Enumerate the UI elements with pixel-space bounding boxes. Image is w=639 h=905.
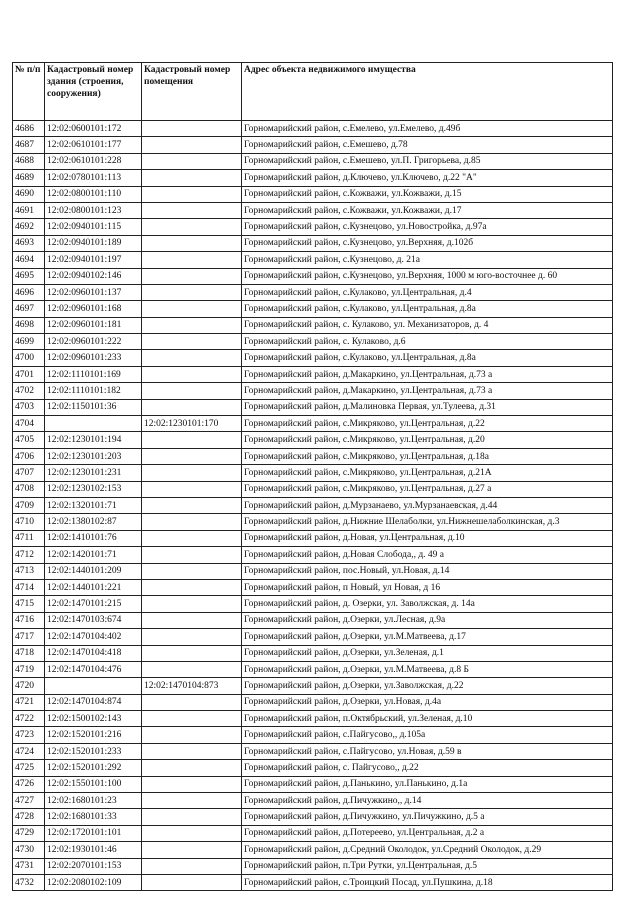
building-cadastral-cell: 12:02:1470104:476 [45,661,142,677]
premises-cadastral-cell [142,366,242,382]
premises-cadastral-cell [142,776,242,792]
address-cell: Горномарийский район, п.Октябрьский, ул.Зеленая, д.10 [242,711,613,727]
table-row [13,629,613,645]
premises-cadastral-cell [142,170,242,186]
building-cadastral-cell: 12:02:0800101:110 [45,186,142,202]
address-cell: Горномарийский район, п.Три Рутки, ул.Центральная, д.5 [242,858,613,874]
row-number-cell: 4707 [13,465,45,481]
building-cadastral-cell: 12:02:1440101:209 [45,563,142,579]
building-cadastral-cell: 12:02:1420101:71 [45,547,142,563]
table-row [13,661,613,677]
row-number-cell: 4728 [13,809,45,825]
address-cell: Горномарийский район, с.Микряково, ул.Центральная, д.22 [242,416,613,432]
address-cell: Горномарийский район, д.Озерки, ул.М.Матвеева, д.8 Б [242,661,613,677]
table-body [13,121,613,891]
premises-cadastral-cell [142,858,242,874]
premises-cadastral-cell [142,153,242,169]
address-cell: Горномарийский район, с. Пайгусово,, д.22 [242,760,613,776]
building-cadastral-cell: 12:02:1500102:143 [45,711,142,727]
table-header [13,63,613,121]
building-cadastral-cell: 12:02:1470101:215 [45,596,142,612]
building-cadastral-cell: 12:02:0610101:228 [45,153,142,169]
address-cell: Горномарийский район, с.Микряково, ул.Центральная, д.20 [242,432,613,448]
table-row [13,514,613,530]
premises-cadastral-cell [142,497,242,513]
building-cadastral-cell: 12:02:1520101:292 [45,760,142,776]
row-number-cell: 4730 [13,842,45,858]
address-cell: Горномарийский район, с.Микряково, ул.Центральная, д.21А [242,465,613,481]
premises-cadastral-cell [142,694,242,710]
building-cadastral-cell: 12:02:1230101:194 [45,432,142,448]
table-row [13,694,613,710]
row-number-cell: 4724 [13,743,45,759]
address-cell: Горномарийский район, д.Макаркино, ул.Центральная, д.73 а [242,366,613,382]
table-row [13,530,613,546]
premises-cadastral-cell [142,842,242,858]
table-row [13,153,613,169]
address-cell: Горномарийский район, с.Емелево, ул.Емелево, д.49б [242,121,613,137]
table-row [13,317,613,333]
row-number-cell: 4716 [13,612,45,628]
table-row [13,825,613,841]
table-row [13,793,613,809]
premises-cadastral-cell [142,514,242,530]
table-row [13,170,613,186]
building-cadastral-cell: 12:02:0940102:146 [45,268,142,284]
table-row [13,563,613,579]
row-number-cell: 4722 [13,711,45,727]
address-cell: Горномарийский район, с.Емешево, ул.П. Григорьева, д.85 [242,153,613,169]
building-cadastral-cell: 12:02:1470104:402 [45,629,142,645]
table-row [13,579,613,595]
address-cell: Горномарийский район, с.Кулаково, ул.Центральная, д.4 [242,284,613,300]
building-cadastral-cell: 12:02:1410101:76 [45,530,142,546]
address-cell: Горномарийский район, д.Панькино, ул.Панькино, д.1а [242,776,613,792]
row-number-cell: 4712 [13,547,45,563]
premises-cadastral-cell [142,121,242,137]
address-cell: Горномарийский район, с.Микряково, ул.Центральная, д.18а [242,448,613,464]
table-row [13,219,613,235]
premises-cadastral-cell [142,530,242,546]
address-cell: Горномарийский район, д.Мурзанаево, ул.Мурзанаевская, д.44 [242,497,613,513]
row-number-cell: 4721 [13,694,45,710]
premises-cadastral-cell [142,448,242,464]
table-row [13,874,613,890]
header-premises-cadastral: Кадастровый номер помещения [142,63,242,121]
premises-cadastral-cell [142,317,242,333]
address-cell: Горномарийский район, с.Кожважи, ул.Кожважи, д.15 [242,186,613,202]
building-cadastral-cell: 12:02:1720101:101 [45,825,142,841]
address-cell: Горномарийский район, д.Озерки, ул.Новая, д.4а [242,694,613,710]
table-row [13,678,613,694]
premises-cadastral-cell: 12:02:1470104:873 [142,678,242,694]
row-number-cell: 4686 [13,121,45,137]
address-cell: Горномарийский район, д.Пичужкино, ул.Пичужкино, д.5 а [242,809,613,825]
row-number-cell: 4723 [13,727,45,743]
row-number-cell: 4705 [13,432,45,448]
premises-cadastral-cell [142,809,242,825]
row-number-cell: 4692 [13,219,45,235]
premises-cadastral-cell [142,661,242,677]
row-number-cell: 4720 [13,678,45,694]
row-number-cell: 4689 [13,170,45,186]
premises-cadastral-cell [142,563,242,579]
address-cell: Горномарийский район, д.Макаркино, ул.Центральная, д.73 а [242,383,613,399]
table-row [13,727,613,743]
address-cell: Горномарийский район, д.Нижние Шелаболки, ул.Нижнешелаболкинская, д.3 [242,514,613,530]
address-cell: Горномарийский район, с.Кулаково, ул.Центральная, д.8а [242,301,613,317]
building-cadastral-cell: 12:02:1550101:100 [45,776,142,792]
premises-cadastral-cell [142,825,242,841]
table-row [13,121,613,137]
address-cell: Горномарийский район, с.Пайгусово, ул.Новая, д.59 в [242,743,613,759]
row-number-cell: 4706 [13,448,45,464]
building-cadastral-cell: 12:02:1150101:36 [45,399,142,415]
address-cell: Горномарийский район, д.Озерки, ул.М.Матвеева, д.17 [242,629,613,645]
row-number-cell: 4695 [13,268,45,284]
row-number-cell: 4717 [13,629,45,645]
row-number-cell: 4715 [13,596,45,612]
row-number-cell: 4688 [13,153,45,169]
row-number-cell: 4700 [13,350,45,366]
row-number-cell: 4708 [13,481,45,497]
row-number-cell: 4727 [13,793,45,809]
building-cadastral-cell: 12:02:1320101:71 [45,497,142,513]
table-row [13,268,613,284]
building-cadastral-cell: 12:02:0610101:177 [45,137,142,153]
row-number-cell: 4725 [13,760,45,776]
row-number-cell: 4704 [13,416,45,432]
premises-cadastral-cell [142,711,242,727]
building-cadastral-cell: 12:02:1230102:153 [45,481,142,497]
premises-cadastral-cell: 12:02:1230101:170 [142,416,242,432]
table-row [13,366,613,382]
address-cell: Горномарийский район, д.Озерки, ул.Лесная, д.9а [242,612,613,628]
table-row [13,842,613,858]
address-cell: Горномарийский район, д. Озерки, ул. Заволжская, д. 14а [242,596,613,612]
premises-cadastral-cell [142,727,242,743]
premises-cadastral-cell [142,760,242,776]
building-cadastral-cell: 12:02:1470104:874 [45,694,142,710]
row-number-cell: 4709 [13,497,45,513]
table-row [13,399,613,415]
table-row [13,235,613,251]
premises-cadastral-cell [142,399,242,415]
building-cadastral-cell: 12:02:1680101:23 [45,793,142,809]
property-registry-table [12,62,613,891]
address-cell: Горномарийский район, д.Ключево, ул.Ключево, д.22 "А" [242,170,613,186]
table-row [13,416,613,432]
row-number-cell: 4713 [13,563,45,579]
table-row [13,481,613,497]
address-cell: Горномарийский район, с.Микряково, ул.Центральная, д.27 а [242,481,613,497]
premises-cadastral-cell [142,547,242,563]
building-cadastral-cell: 12:02:1110101:182 [45,383,142,399]
premises-cadastral-cell [142,334,242,350]
address-cell: Горномарийский район, с.Кузнецово, ул.Верхняя, д.102б [242,235,613,251]
table-row [13,432,613,448]
building-cadastral-cell: 12:02:1520101:233 [45,743,142,759]
row-number-cell: 4703 [13,399,45,415]
registry-sheet [12,62,613,891]
address-cell: Горномарийский район, с. Кулаково, ул. Механизаторов, д. 4 [242,317,613,333]
address-cell: Горномарийский район, д.Озерки, ул.Зеленая, д.1 [242,645,613,661]
address-cell: Горномарийский район, д.Озерки, ул.Заволжская, д.22 [242,678,613,694]
row-number-cell: 4710 [13,514,45,530]
address-cell: Горномарийский район, пос.Новый, ул.Новая, д.14 [242,563,613,579]
row-number-cell: 4698 [13,317,45,333]
premises-cadastral-cell [142,202,242,218]
row-number-cell: 4687 [13,137,45,153]
premises-cadastral-cell [142,432,242,448]
building-cadastral-cell: 12:02:0960101:233 [45,350,142,366]
building-cadastral-cell: 12:02:0960101:222 [45,334,142,350]
row-number-cell: 4694 [13,252,45,268]
address-cell: Горномарийский район, с.Кузнецово, ул.Верхняя, 1000 м юго-восточнее д. 60 [242,268,613,284]
address-cell: Горномарийский район, с. Кулаково, д.6 [242,334,613,350]
premises-cadastral-cell [142,235,242,251]
building-cadastral-cell: 12:02:1470103:674 [45,612,142,628]
row-number-cell: 4693 [13,235,45,251]
building-cadastral-cell: 12:02:2070101:153 [45,858,142,874]
row-number-cell: 4732 [13,874,45,890]
building-cadastral-cell: 12:02:1110101:169 [45,366,142,382]
table-row [13,186,613,202]
building-cadastral-cell: 12:02:1930101:46 [45,842,142,858]
address-cell: Горномарийский район, д.Средний Околодок, ул.Средний Околодок, д.29 [242,842,613,858]
address-cell: Горномарийский район, с.Кузнецово, д. 21а [242,252,613,268]
table-row [13,252,613,268]
row-number-cell: 4718 [13,645,45,661]
building-cadastral-cell: 12:02:0960101:168 [45,301,142,317]
header-number: № п/п [13,63,45,121]
row-number-cell: 4697 [13,301,45,317]
row-number-cell: 4699 [13,334,45,350]
premises-cadastral-cell [142,579,242,595]
premises-cadastral-cell [142,743,242,759]
table-row [13,809,613,825]
table-row [13,465,613,481]
premises-cadastral-cell [142,383,242,399]
building-cadastral-cell [45,416,142,432]
table-row [13,350,613,366]
row-number-cell: 4701 [13,366,45,382]
building-cadastral-cell: 12:02:0600101:172 [45,121,142,137]
building-cadastral-cell: 12:02:0960101:137 [45,284,142,300]
premises-cadastral-cell [142,350,242,366]
premises-cadastral-cell [142,645,242,661]
table-row [13,202,613,218]
row-number-cell: 4714 [13,579,45,595]
building-cadastral-cell: 12:02:0940101:189 [45,235,142,251]
row-number-cell: 4729 [13,825,45,841]
building-cadastral-cell: 12:02:1380102:87 [45,514,142,530]
table-row [13,858,613,874]
premises-cadastral-cell [142,629,242,645]
building-cadastral-cell: 12:02:0780101:113 [45,170,142,186]
premises-cadastral-cell [142,252,242,268]
table-row [13,383,613,399]
header-building-cadastral: Кадастровый номер здания (строения, сооружения) [45,63,142,121]
table-row [13,547,613,563]
premises-cadastral-cell [142,268,242,284]
row-number-cell: 4696 [13,284,45,300]
building-cadastral-cell: 12:02:1230101:231 [45,465,142,481]
premises-cadastral-cell [142,186,242,202]
table-row [13,137,613,153]
table-row [13,596,613,612]
table-row [13,448,613,464]
table-row [13,776,613,792]
premises-cadastral-cell [142,874,242,890]
address-cell: Горномарийский район, д.Потереево, ул.Центральная, д.2 а [242,825,613,841]
building-cadastral-cell: 12:02:1440101:221 [45,579,142,595]
table-row [13,743,613,759]
building-cadastral-cell: 12:02:1520101:216 [45,727,142,743]
building-cadastral-cell: 12:02:1680101:33 [45,809,142,825]
table-row [13,711,613,727]
row-number-cell: 4690 [13,186,45,202]
building-cadastral-cell: 12:02:0940101:115 [45,219,142,235]
building-cadastral-cell [45,678,142,694]
premises-cadastral-cell [142,612,242,628]
premises-cadastral-cell [142,481,242,497]
row-number-cell: 4691 [13,202,45,218]
table-row [13,645,613,661]
address-cell: Горномарийский район, д.Малиновка Первая, ул.Тулеева, д.31 [242,399,613,415]
address-cell: Горномарийский район, с.Кожважи, ул.Кожважи, д.17 [242,202,613,218]
row-number-cell: 4726 [13,776,45,792]
premises-cadastral-cell [142,284,242,300]
premises-cadastral-cell [142,465,242,481]
building-cadastral-cell: 12:02:1470104:418 [45,645,142,661]
building-cadastral-cell: 12:02:1230101:203 [45,448,142,464]
address-cell: Горномарийский район, д.Новая, ул.Центральная, д.10 [242,530,613,546]
address-cell: Горномарийский район, с.Емешево, д.78 [242,137,613,153]
table-row [13,284,613,300]
building-cadastral-cell: 12:02:0960101:181 [45,317,142,333]
table-row [13,760,613,776]
premises-cadastral-cell [142,301,242,317]
premises-cadastral-cell [142,596,242,612]
table-row [13,612,613,628]
header-address: Адрес объекта недвижимого имущества [242,63,613,121]
premises-cadastral-cell [142,219,242,235]
address-cell: Горномарийский район, с.Пайгусово,, д.105а [242,727,613,743]
row-number-cell: 4711 [13,530,45,546]
building-cadastral-cell: 12:02:0800101:123 [45,202,142,218]
table-row [13,301,613,317]
row-number-cell: 4702 [13,383,45,399]
address-cell: Горномарийский район, п Новый, ул Новая, д 16 [242,579,613,595]
row-number-cell: 4719 [13,661,45,677]
row-number-cell: 4731 [13,858,45,874]
building-cadastral-cell: 12:02:0940101:197 [45,252,142,268]
address-cell: Горномарийский район, с.Кузнецово, ул.Новостройка, д.97а [242,219,613,235]
premises-cadastral-cell [142,793,242,809]
header-row [13,63,613,121]
address-cell: Горномарийский район, с.Троицкий Посад, ул.Пушкина, д.18 [242,874,613,890]
address-cell: Горномарийский район, д.Новая Слобода,, д. 49 а [242,547,613,563]
table-row [13,497,613,513]
address-cell: Горномарийский район, с.Кулаково, ул.Центральная, д.8а [242,350,613,366]
premises-cadastral-cell [142,137,242,153]
address-cell: Горномарийский район, д.Пичужкино,, д.14 [242,793,613,809]
building-cadastral-cell: 12:02:2080102:109 [45,874,142,890]
table-row [13,334,613,350]
